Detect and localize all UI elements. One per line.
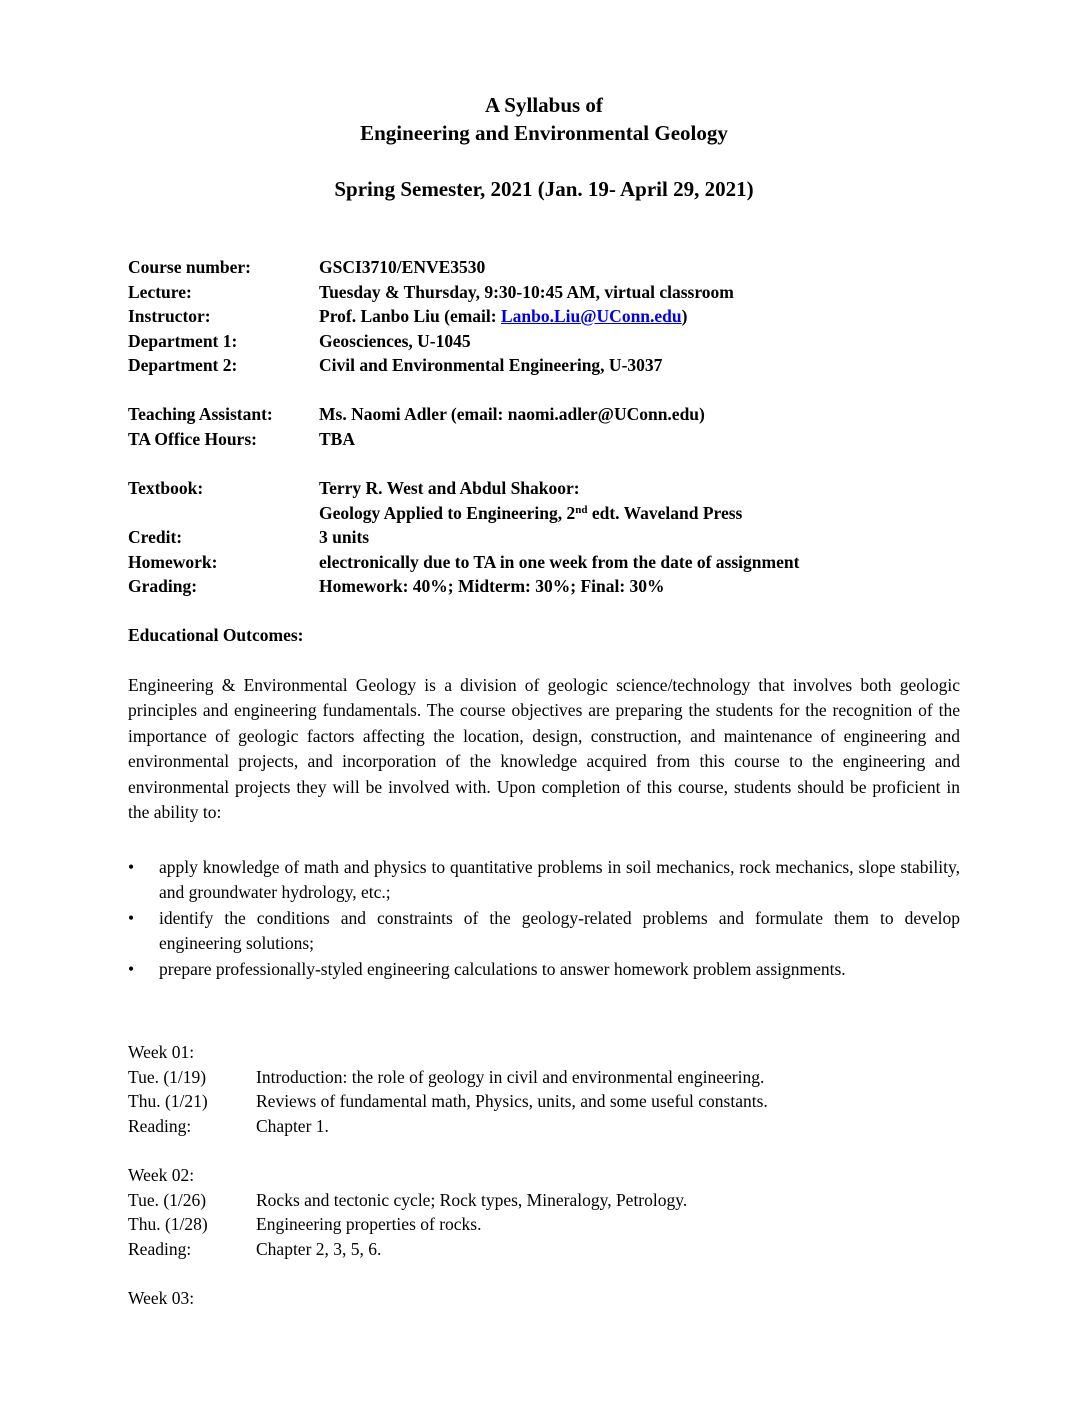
info-label: Department 2: bbox=[128, 355, 238, 375]
schedule-row bbox=[128, 1212, 960, 1237]
info-value: Terry R. West and Abdul Shakoor: bbox=[319, 478, 580, 498]
outcomes-paragraph: Engineering & Environmental Geology is a division of geologic science/technology that involves both geologic principles and engineering fundamentals. The course objectives are preparing the students for the recognition of the importance of geologic factors affecting the location, design, construction, and maintenance of engineering and environmental projects, and incorporation of the knowledge acquired from this course to the engineering and environmental projects they will be involved with. Upon completion of this course, students should be proficient in the ability to: bbox=[128, 675, 960, 823]
document-title-line1: A Syllabus of bbox=[485, 93, 603, 117]
info-label: Department 1: bbox=[128, 330, 238, 351]
info-label: Grading: bbox=[128, 576, 198, 596]
bullet-icon: • bbox=[128, 958, 135, 979]
info-row-instructor bbox=[128, 304, 960, 329]
schedule-row bbox=[128, 1237, 960, 1262]
schedule-row bbox=[128, 1188, 960, 1213]
info-value: Ms. Naomi Adler (email: naomi.adler@UConn.edu) bbox=[319, 404, 705, 424]
schedule-day: Tue. (1/26) bbox=[128, 1189, 207, 1210]
info-label: Instructor: bbox=[128, 306, 211, 326]
schedule-day: Reading: bbox=[128, 1115, 192, 1136]
info-row-textbook bbox=[128, 476, 960, 501]
list-item-text: prepare professionally-styled engineering calculations to answer homework problem assignments. bbox=[159, 958, 846, 979]
textbook-publisher: edt. Waveland Press bbox=[587, 502, 743, 523]
semester-dates: Spring Semester, 2021 (Jan. 19- April 29, 2021) bbox=[334, 177, 754, 201]
week-heading: Week 03: bbox=[128, 1288, 195, 1308]
outcomes-list bbox=[128, 855, 960, 982]
info-row-textbook-title bbox=[128, 501, 960, 526]
info-label: Lecture: bbox=[128, 281, 192, 302]
info-value: Homework: 40%; Midterm: 30%; Final: 30% bbox=[319, 576, 665, 596]
schedule-topic: Reviews of fundamental math, Physics, units, and some useful constants. bbox=[256, 1091, 768, 1111]
info-label: Credit: bbox=[128, 527, 183, 547]
info-label: Teaching Assistant: bbox=[128, 404, 273, 424]
week-heading: Week 02: bbox=[128, 1165, 195, 1185]
info-label-empty bbox=[128, 501, 319, 526]
info-row-department2 bbox=[128, 353, 960, 378]
schedule-day: Thu. (1/28) bbox=[128, 1214, 208, 1234]
schedule-row bbox=[128, 1089, 960, 1114]
schedule-row bbox=[128, 1065, 960, 1090]
schedule-row bbox=[128, 1114, 960, 1139]
info-row-lecture bbox=[128, 280, 960, 305]
info-row-course-number bbox=[128, 255, 960, 280]
info-value: 3 units bbox=[319, 527, 370, 547]
schedule-day: Tue. (1/19) bbox=[128, 1066, 207, 1087]
instructor-email-link[interactable]: Lanbo.Liu@UConn.edu bbox=[500, 306, 682, 326]
info-value bbox=[319, 501, 960, 526]
info-row-credit bbox=[128, 525, 960, 550]
info-row-teaching-assistant bbox=[128, 402, 960, 427]
info-label: Textbook: bbox=[128, 478, 204, 498]
week-heading: Week 01: bbox=[128, 1042, 195, 1062]
info-value: Tuesday & Thursday, 9:30-10:45 AM, virtual classroom bbox=[319, 281, 734, 302]
list-item-text: identify the conditions and constraints of the geology-related problems and formulate them to develop engineering solutions; bbox=[159, 907, 960, 954]
info-value: Civil and Environmental Engineering, U-3037 bbox=[319, 355, 663, 375]
ta-info-block bbox=[128, 402, 960, 451]
textbook-info-block bbox=[128, 476, 960, 599]
list-item bbox=[128, 855, 960, 906]
info-row-department1 bbox=[128, 329, 960, 354]
document-title-line2: Engineering and Environmental Geology bbox=[360, 121, 728, 145]
edition-superscript: nd bbox=[575, 503, 588, 516]
info-row-ta-office-hours bbox=[128, 427, 960, 452]
schedule-topic: Introduction: the role of geology in civil and environmental engineering. bbox=[256, 1066, 765, 1087]
schedule-day: Reading: bbox=[128, 1238, 192, 1259]
course-info-block bbox=[128, 255, 960, 378]
schedule-week-02 bbox=[128, 1163, 960, 1261]
instructor-name: Prof. Lanbo Liu (email: bbox=[319, 306, 501, 326]
instructor-suffix: ) bbox=[681, 306, 688, 326]
schedule-topic: Rocks and tectonic cycle; Rock types, Mineralogy, Petrology. bbox=[256, 1189, 688, 1210]
bullet-icon: • bbox=[128, 907, 135, 928]
info-row-homework bbox=[128, 550, 960, 575]
schedule-topic: Engineering properties of rocks. bbox=[256, 1214, 482, 1234]
schedule-topic: Chapter 2, 3, 5, 6. bbox=[256, 1238, 382, 1259]
list-item bbox=[128, 906, 960, 957]
info-value: electronically due to TA in one week from the date of assignment bbox=[319, 551, 800, 572]
educational-outcomes-heading: Educational Outcomes: bbox=[128, 625, 304, 645]
info-value: TBA bbox=[319, 428, 355, 449]
schedule-day: Thu. (1/21) bbox=[128, 1091, 208, 1111]
info-value: GSCI3710/ENVE3530 bbox=[319, 257, 486, 277]
schedule-week-03 bbox=[128, 1286, 960, 1311]
textbook-title: Geology Applied to Engineering, 2 bbox=[319, 502, 576, 523]
info-label: Course number: bbox=[128, 257, 251, 277]
list-item-text: apply knowledge of math and physics to quantitative problems in soil mechanics, rock mechanics, slope stability, and groundwater hydrology, etc.; bbox=[159, 857, 960, 903]
schedule-week-01 bbox=[128, 1040, 960, 1138]
list-item bbox=[128, 957, 960, 982]
bullet-icon: • bbox=[128, 857, 135, 877]
info-value bbox=[319, 304, 960, 329]
info-value: Geosciences, U-1045 bbox=[319, 330, 471, 351]
info-label: Homework: bbox=[128, 551, 218, 572]
schedule-topic: Chapter 1. bbox=[256, 1115, 329, 1136]
info-label: TA Office Hours: bbox=[128, 428, 257, 449]
info-row-grading bbox=[128, 574, 960, 599]
